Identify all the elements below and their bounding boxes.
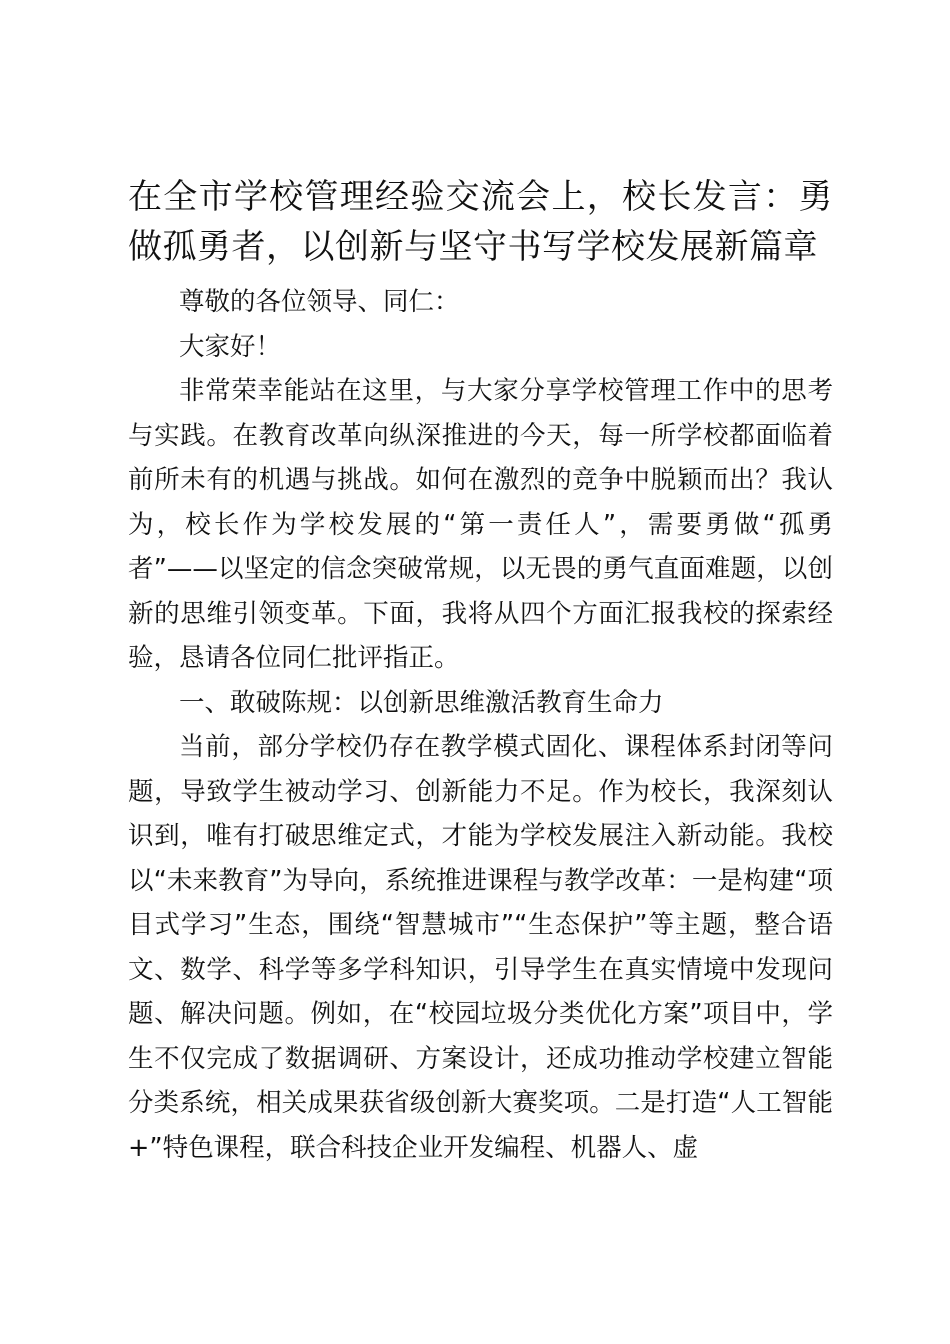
paragraph-introduction: 非常荣幸能站在这里，与大家分享学校管理工作中的思考与实践。在教育改革向纵深推进的今天，每一所学校都面临着前所未有的机遇与挑战。如何在激烈的竞争中脱颖而出？我认为，校长作为学校发展的“第一责任人”，需要勇做“孤勇者”——以坚定的信念突破常规，以无畏的勇气直面难题，以创新的思维引领变革。下面，我将从四个方面汇报我校的探索经验，恳请各位同仁批评指正。: [128, 376, 833, 673]
section-heading-1: 一、敢破陈规：以创新思维激活教育生命力: [179, 687, 664, 718]
paragraph-greeting: 大家好！: [179, 331, 282, 362]
paragraph-section-1-body: 当前，部分学校仍存在教学模式固化、课程体系封闭等问题，导致学生被动学习、创新能力不足。作为校长，我深刻认识到，唯有打破思维定式，才能为学校发展注入新动能。我校以“未来教育”为导向，系统推进课程与教学改革：一是构建“项目式学习”生态，围绕“智慧城市”“生态保护”等主题，整合语文、数学、科学等多学科知识，引导学生在真实情境中发现问题、解决问题。例如，在“校园垃圾分类优化方案”项目中，学生不仅完成了数据调研、方案设计，还成功推动学校建立智能分类系统，相关成果获省级创新大赛奖项。二是打造“人工智能+”特色课程，联合科技企业开发编程、机器人、虚: [128, 732, 833, 1163]
document-title: 在全市学校管理经验交流会上，校长发言：勇做孤勇者，以创新与坚守书写学校发展新篇章: [128, 177, 833, 267]
paragraph-salutation: 尊敬的各位领导、同仁：: [179, 287, 460, 317]
document-body: [128, 172, 833, 1170]
